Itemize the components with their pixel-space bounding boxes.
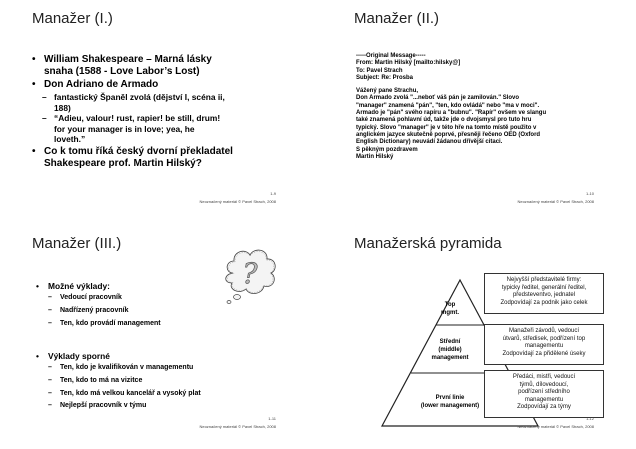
page-number: 1-11 bbox=[268, 416, 276, 421]
slide-1 bbox=[0, 0, 318, 224]
page-number: 1-12 bbox=[585, 416, 594, 421]
page-number: 1-10 bbox=[585, 191, 594, 196]
email-body-line: English Dictionary) neuvádí žádanou dřívější citaci. bbox=[356, 139, 503, 146]
slide-3 bbox=[0, 225, 318, 449]
list-item: – Ten, kdo provádí management bbox=[36, 318, 296, 331]
slide-title: Manažer (II.) bbox=[354, 10, 440, 27]
email-body-line: také znamená pohlavní úd, takže jde o dvojsmysl pro tuto hru bbox=[356, 117, 532, 124]
page-number: 1-9 bbox=[270, 191, 276, 196]
list-item: – Nadřízený pracovník bbox=[36, 305, 296, 318]
description-first-line: Předáci, mistři, vedoucí týmů, dílovedoucí, podřízení středního managementu Zodpovídají za týmy bbox=[484, 370, 604, 418]
list-item: – Ten, kdo je kvalifikován v managementu bbox=[36, 362, 296, 375]
bullet-item: • William Shakespeare – Marná lásky snaha (1588 - Love Labor’s Lost) bbox=[32, 54, 290, 78]
sub-bullet-item: – “Adieu, valour! rust, rapier! be still, drum! for your manager is in love; yea, he loveth.” bbox=[32, 113, 290, 145]
email-body-line: typický. Slovo "manager" je v této hře na tomto místě použito v bbox=[356, 124, 537, 131]
email-body-line: Don Armado zvolá "...neboť váš pán je zamilován." Slovo bbox=[356, 95, 520, 102]
description-top: Nejvyšší představitelé firmy: typicky ředitel, generální ředitel, předsteventvo, jednatel Zodpovídají za podnik jako celek bbox=[484, 273, 604, 314]
description-middle: Manažeři závodů, vedoucí útvarů, středisek, podřízení top managementu Zodpovídají za přidělené úseky bbox=[484, 324, 604, 365]
slide-title: Manažerská pyramida bbox=[354, 235, 502, 252]
list-item: – Nejlepší pracovník v týmu bbox=[36, 400, 296, 413]
slide-title: Manažer (I.) bbox=[32, 10, 113, 27]
pyramid-level-top: Top mgmt. bbox=[441, 302, 459, 316]
list-item: – Vedoucí pracovník bbox=[36, 292, 296, 305]
footer-copyright: Neoznačený materiál © Pavel Strach, 2008 bbox=[517, 199, 594, 204]
list-item: – Ten, kdo má velkou kancelář a vysoký plat bbox=[36, 388, 296, 401]
sub-bullet-item: – fantastický Španěl zvolá (dějství I, scéna ii, 188) bbox=[32, 92, 290, 113]
email-header-line: From: Martin Hilský [mailto:hilsky@] bbox=[356, 60, 461, 67]
bullet-item: • Don Adriano de Armado bbox=[32, 79, 290, 91]
list-heading: • Možné výklady: bbox=[36, 280, 296, 292]
footer-copyright: Neoznačený materiál © Pavel Strach, 2008 bbox=[199, 424, 276, 429]
possible-interpretations bbox=[36, 280, 296, 330]
email-body-line: anglickém jazyce skutečně poprvé, přesněji řečeno OED (Oxford bbox=[356, 131, 541, 138]
svg-text:?: ? bbox=[242, 257, 258, 290]
disputed-interpretations bbox=[36, 350, 296, 413]
pyramid-level-first-line: První linie (lower management) bbox=[420, 395, 480, 409]
slide-2 bbox=[318, 0, 636, 224]
email-header-line: To: Pavel Strach bbox=[356, 67, 403, 74]
footer-copyright: Neoznačený materiál © Pavel Strach, 2008 bbox=[199, 199, 276, 204]
email-body-line: Martin Hilský bbox=[356, 153, 394, 160]
email-body-line: Armado je "pán" svého rapíru a "bubnu". "Rapír" ovšem ve slangu bbox=[356, 110, 547, 117]
slide-4 bbox=[318, 225, 636, 449]
bullet-item: • Co k tomu říká český dvorní překladatel Shakespeare prof. Martin Hilský? bbox=[32, 146, 290, 170]
pyramid-level-middle: Střední (middle) management bbox=[431, 339, 469, 361]
email-header-line: Subject: Re: Prosba bbox=[356, 74, 414, 81]
email-body-line: S pěkným pozdravem bbox=[356, 146, 418, 153]
list-item: – Ten, kdo to má na vizitce bbox=[36, 375, 296, 388]
email-body-line: "manager" znamená "pán", "ten, kdo ovládá" nebo "ma v moci". bbox=[356, 102, 540, 109]
footer-copyright: Neoznačený materiál © Pavel Strach, 2008 bbox=[517, 424, 594, 429]
email-body-line: Vážený pane Strachu, bbox=[356, 88, 419, 95]
email-header-line: -----Original Message----- bbox=[356, 53, 426, 59]
slide-title: Manažer (III.) bbox=[32, 235, 122, 252]
email-quote bbox=[356, 53, 612, 161]
bullet-list bbox=[32, 54, 290, 171]
list-heading: • Výklady sporné bbox=[36, 350, 296, 362]
